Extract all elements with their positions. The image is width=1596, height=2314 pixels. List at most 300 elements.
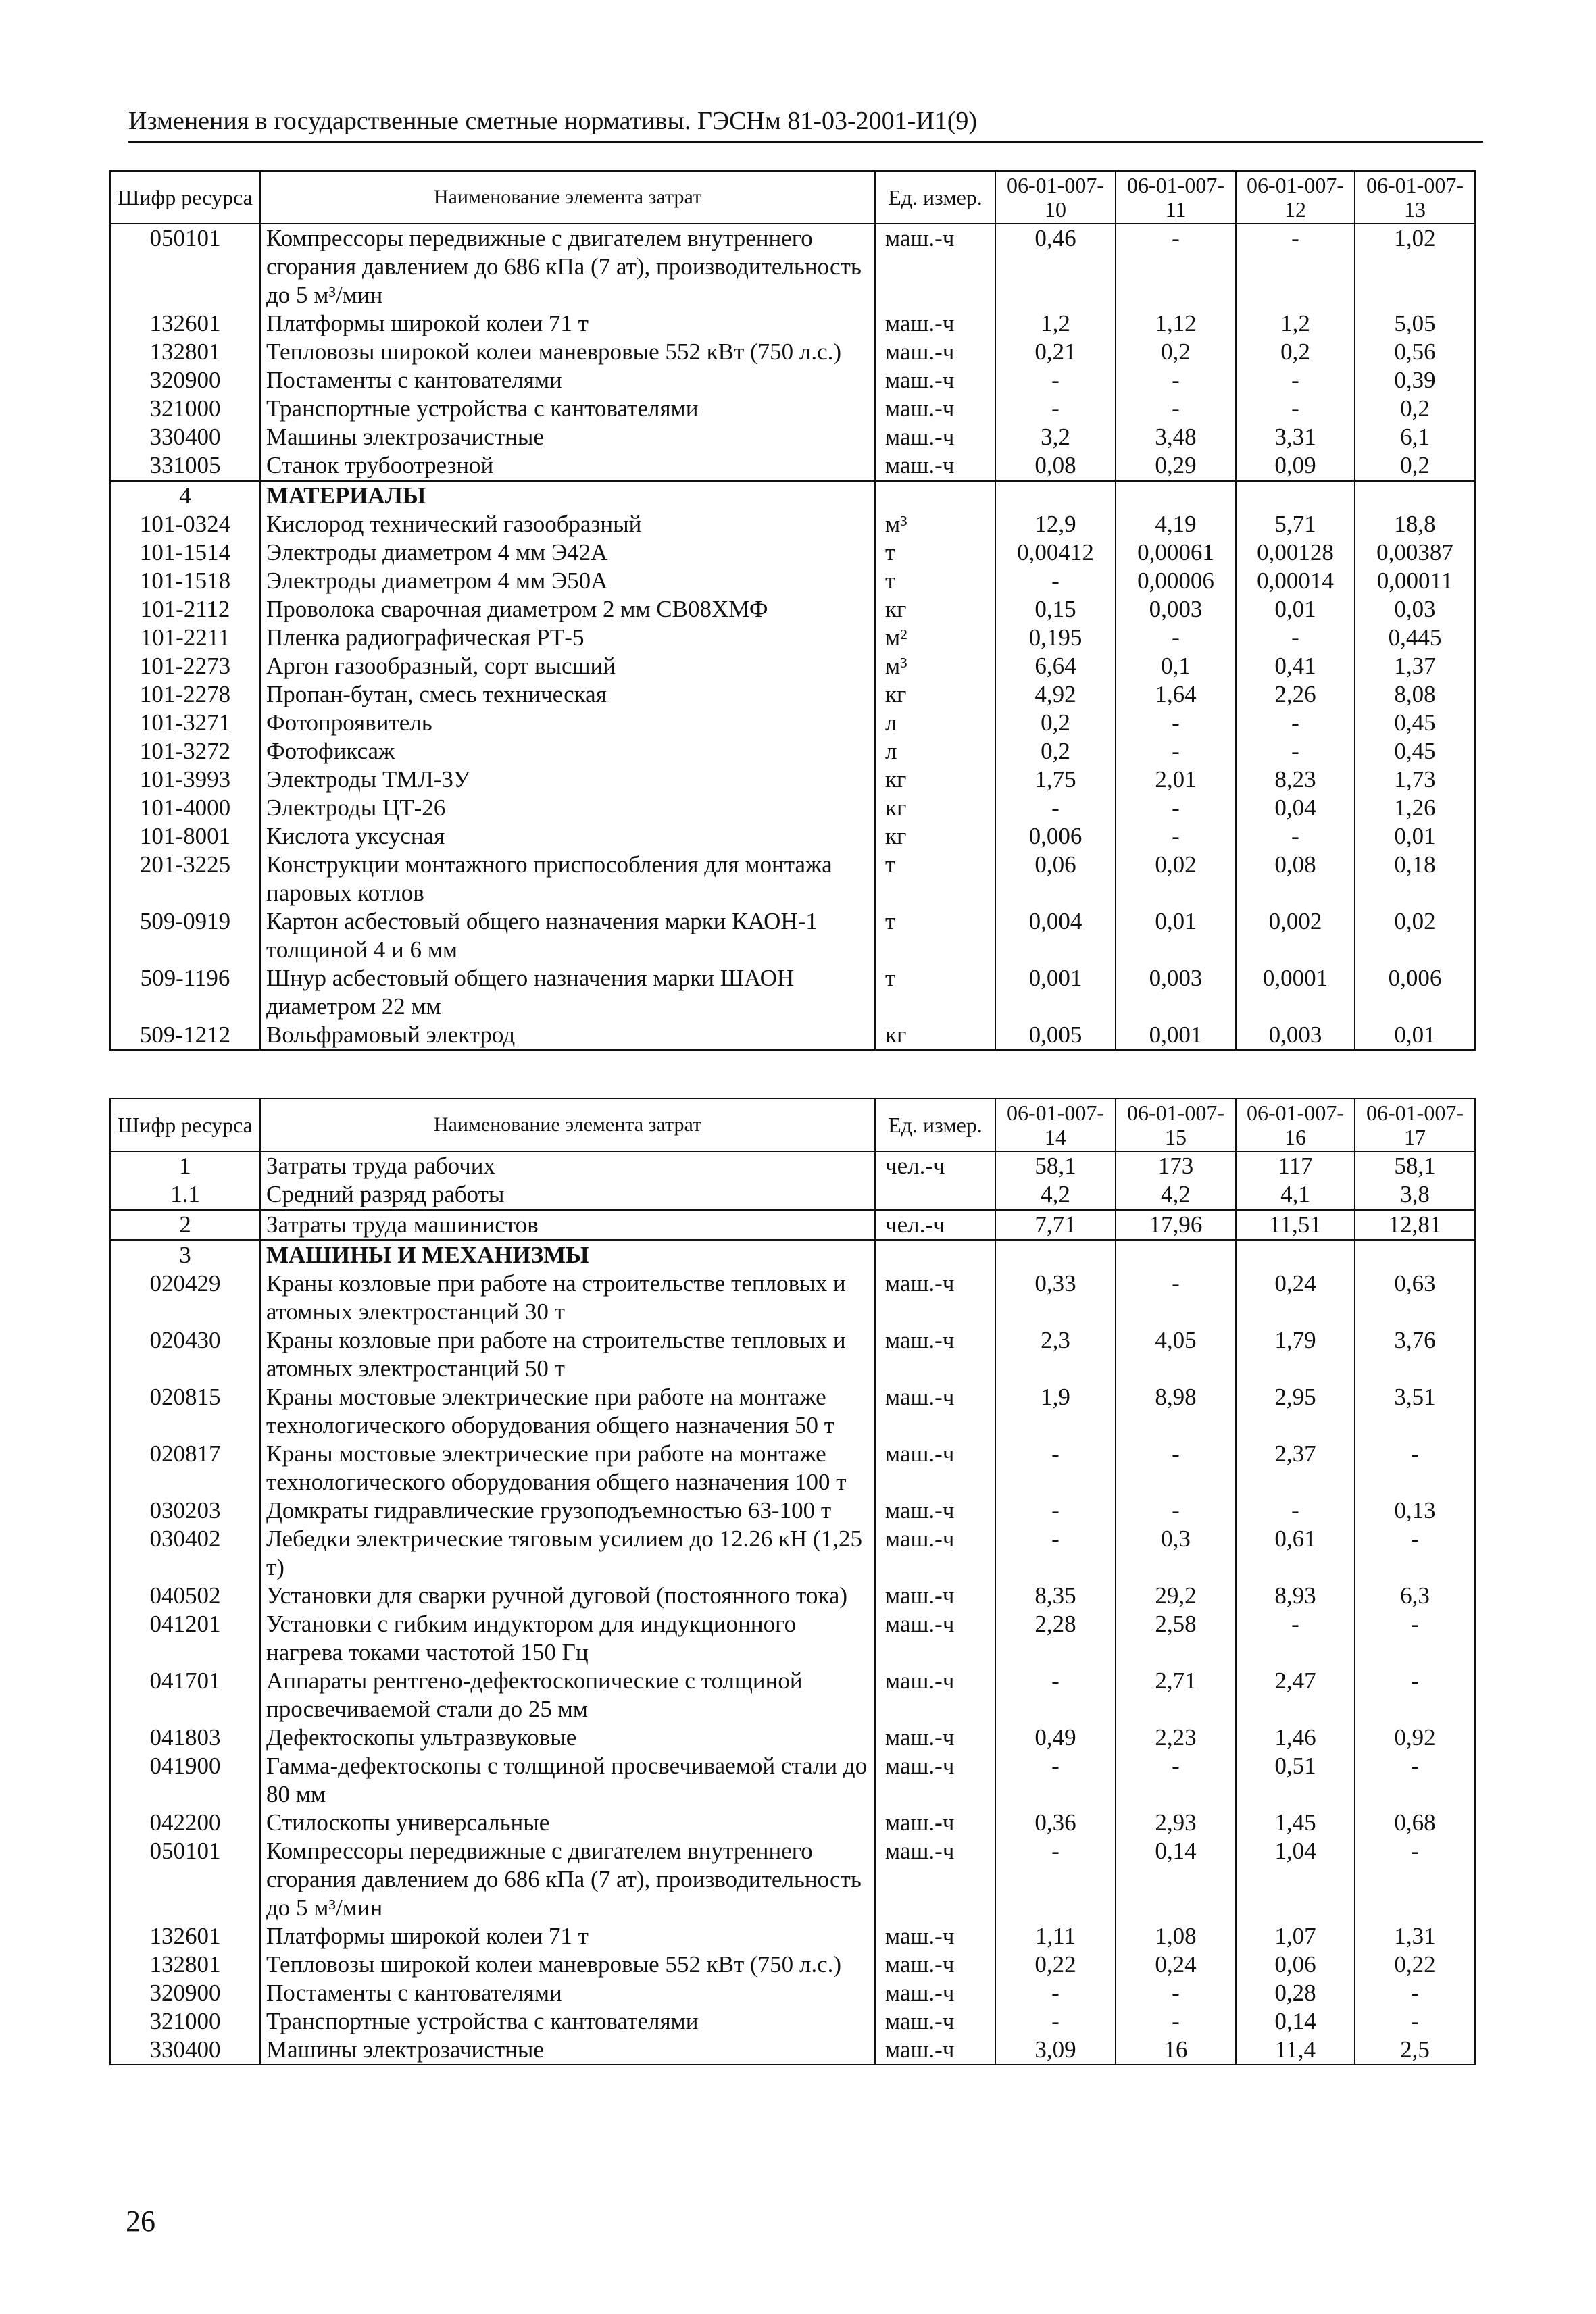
value-col-4: 0,2	[1355, 451, 1475, 481]
table-row	[110, 851, 1475, 907]
cost-element-name: МАШИНЫ И МЕХАНИЗМЫ	[260, 1240, 875, 1270]
unit-of-measure: маш.-ч	[875, 1667, 995, 1724]
value-col-1: 58,1	[995, 1151, 1116, 1180]
table-row	[110, 338, 1475, 366]
table-row	[110, 1809, 1475, 1837]
document-header: Изменения в государственные сметные нормативы. ГЭСНм 81-03-2001-И1(9)	[128, 101, 1483, 143]
table-row	[110, 423, 1475, 451]
cost-element-name: Тепловозы широкой колеи маневровые 552 кВт (750 л.с.)	[260, 1951, 875, 1979]
table-row	[110, 765, 1475, 794]
cost-element-name: МАТЕРИАЛЫ	[260, 481, 875, 511]
resource-code: 132601	[110, 309, 260, 338]
cost-element-name: Электроды диаметром 4 мм Э50А	[260, 567, 875, 595]
unit-of-measure: маш.-ч	[875, 1837, 995, 1922]
cost-element-name: Платформы широкой колеи 71 т	[260, 1922, 875, 1951]
unit-of-measure: м²	[875, 624, 995, 652]
section-row	[110, 1240, 1475, 1270]
value-col-3: 0,00014	[1236, 567, 1355, 595]
value-col-3: 2,37	[1236, 1440, 1355, 1496]
table-row	[110, 1525, 1475, 1582]
resource-code: 101-2211	[110, 624, 260, 652]
value-col-4: 0,68	[1355, 1809, 1475, 1837]
table-row	[110, 366, 1475, 395]
value-col-2: 0,001	[1116, 1021, 1236, 1050]
value-col-4: 0,2	[1355, 395, 1475, 423]
table-row	[110, 1837, 1475, 1922]
value-col-2: 0,3	[1116, 1525, 1236, 1582]
value-col-2: 4,05	[1116, 1326, 1236, 1383]
cost-element-name: Фотофиксаж	[260, 737, 875, 765]
unit-of-measure: т	[875, 964, 995, 1021]
table-header-row	[110, 1099, 1475, 1151]
value-col-3	[1236, 1240, 1355, 1270]
cost-element-name: Пропан-бутан, смесь техническая	[260, 680, 875, 709]
resource-code: 320900	[110, 366, 260, 395]
value-col-2: -	[1116, 737, 1236, 765]
value-col-2	[1116, 1240, 1236, 1270]
value-col-4: 8,08	[1355, 680, 1475, 709]
section-row	[110, 481, 1475, 511]
unit-of-measure: маш.-ч	[875, 1979, 995, 2007]
cost-element-name: Аргон газообразный, сорт высший	[260, 652, 875, 680]
cost-element-name: Картон асбестовый общего назначения марки КАОН-1 толщиной 4 и 6 мм	[260, 907, 875, 964]
value-col-4: -	[1355, 1525, 1475, 1582]
value-col-4	[1355, 481, 1475, 511]
value-col-1: 2,28	[995, 1610, 1116, 1667]
table-body-2	[110, 1151, 1475, 2065]
value-col-2: 29,2	[1116, 1582, 1236, 1610]
unit-of-measure: маш.-ч	[875, 1610, 995, 1667]
value-col-3: 0,003	[1236, 1021, 1355, 1050]
resource-code: 132801	[110, 1951, 260, 1979]
cost-element-name: Кислота уксусная	[260, 822, 875, 851]
value-col-2: 2,23	[1116, 1724, 1236, 1752]
resource-code: 050101	[110, 224, 260, 309]
value-col-1: 0,2	[995, 709, 1116, 737]
value-col-1: 1,11	[995, 1922, 1116, 1951]
value-col-4: 0,006	[1355, 964, 1475, 1021]
resource-code: 101-4000	[110, 794, 260, 822]
cost-element-name: Средний разряд работы	[260, 1180, 875, 1210]
value-col-3: 1,79	[1236, 1326, 1355, 1383]
cost-element-name: Электроды диаметром 4 мм Э42А	[260, 538, 875, 567]
value-col-4: 18,8	[1355, 510, 1475, 538]
value-col-4: 0,03	[1355, 595, 1475, 624]
unit-of-measure: кг	[875, 680, 995, 709]
value-col-1: 1,2	[995, 309, 1116, 338]
value-col-4: 1,26	[1355, 794, 1475, 822]
unit-of-measure: маш.-ч	[875, 1724, 995, 1752]
unit-of-measure: маш.-ч	[875, 1525, 995, 1582]
value-col-2: 0,00006	[1116, 567, 1236, 595]
value-col-3: -	[1236, 224, 1355, 309]
value-col-3: -	[1236, 822, 1355, 851]
value-col-1: 0,004	[995, 907, 1116, 964]
value-col-4: 6,1	[1355, 423, 1475, 451]
unit-of-measure: маш.-ч	[875, 1809, 995, 1837]
value-col-1: 0,46	[995, 224, 1116, 309]
value-col-4: 0,00011	[1355, 567, 1475, 595]
value-col-4: 6,3	[1355, 1582, 1475, 1610]
value-col-2: 0,24	[1116, 1951, 1236, 1979]
unit-of-measure	[875, 1240, 995, 1270]
unit-of-measure: м³	[875, 510, 995, 538]
value-col-2: 2,71	[1116, 1667, 1236, 1724]
value-col-2: 0,003	[1116, 964, 1236, 1021]
value-col-2: -	[1116, 709, 1236, 737]
table-row	[110, 538, 1475, 567]
resource-code: 101-8001	[110, 822, 260, 851]
value-col-1: 0,001	[995, 964, 1116, 1021]
cost-element-name: Лебедки электрические тяговым усилием до 12.26 кН (1,25 т)	[260, 1525, 875, 1582]
value-col-1: -	[995, 567, 1116, 595]
unit-of-measure: маш.-ч	[875, 1752, 995, 1809]
header-code: Шифр ресурса	[110, 171, 260, 224]
value-col-3: 0,01	[1236, 595, 1355, 624]
table-row	[110, 1021, 1475, 1050]
value-col-1: 8,35	[995, 1582, 1116, 1610]
value-col-1: -	[995, 1752, 1116, 1809]
resource-code: 050101	[110, 1837, 260, 1922]
header-code: Шифр ресурса	[110, 1099, 260, 1151]
unit-of-measure: маш.-ч	[875, 2036, 995, 2065]
value-col-4: 1,73	[1355, 765, 1475, 794]
value-col-1: -	[995, 794, 1116, 822]
unit-of-measure: л	[875, 709, 995, 737]
value-col-1: 2,3	[995, 1326, 1116, 1383]
table-row	[110, 680, 1475, 709]
table-row	[110, 1210, 1475, 1240]
cost-element-name: Электроды ЦТ-26	[260, 794, 875, 822]
table-row	[110, 964, 1475, 1021]
resource-code: 320900	[110, 1979, 260, 2007]
value-col-1: -	[995, 1837, 1116, 1922]
resource-code: 041201	[110, 1610, 260, 1667]
value-col-2: 4,2	[1116, 1180, 1236, 1210]
resource-code: 330400	[110, 2036, 260, 2065]
unit-of-measure: маш.-ч	[875, 451, 995, 481]
unit-of-measure: маш.-ч	[875, 1269, 995, 1326]
resource-code: 030203	[110, 1496, 260, 1525]
table-row	[110, 1610, 1475, 1667]
unit-of-measure: маш.-ч	[875, 1951, 995, 1979]
table-row	[110, 652, 1475, 680]
cost-element-name: Кислород технический газообразный	[260, 510, 875, 538]
unit-of-measure: маш.-ч	[875, 1326, 995, 1383]
table-row	[110, 1951, 1475, 1979]
value-col-2: 0,1	[1116, 652, 1236, 680]
table-row	[110, 1724, 1475, 1752]
value-col-2: 0,01	[1116, 907, 1236, 964]
header-col-1: 06-01-007-14	[995, 1099, 1116, 1151]
value-col-2: -	[1116, 624, 1236, 652]
value-col-4: 0,92	[1355, 1724, 1475, 1752]
unit-of-measure: чел.-ч	[875, 1151, 995, 1180]
value-col-4: -	[1355, 1667, 1475, 1724]
resource-code: 101-0324	[110, 510, 260, 538]
header-unit: Ед. измер.	[875, 1099, 995, 1151]
value-col-2: 0,00061	[1116, 538, 1236, 567]
value-col-3: 0,00128	[1236, 538, 1355, 567]
table-row	[110, 1326, 1475, 1383]
table-row	[110, 1180, 1475, 1210]
value-col-2: -	[1116, 1979, 1236, 2007]
resource-code: 2	[110, 1210, 260, 1240]
value-col-3: 1,45	[1236, 1809, 1355, 1837]
value-col-3: 1,46	[1236, 1724, 1355, 1752]
unit-of-measure	[875, 481, 995, 511]
unit-of-measure: маш.-ч	[875, 338, 995, 366]
cost-element-name: Машины электрозачистные	[260, 2036, 875, 2065]
value-col-1: 12,9	[995, 510, 1116, 538]
cost-element-name: Транспортные устройства с кантователями	[260, 2007, 875, 2036]
resource-code: 101-3271	[110, 709, 260, 737]
value-col-1: 4,92	[995, 680, 1116, 709]
value-col-1: 0,006	[995, 822, 1116, 851]
value-col-2: 3,48	[1116, 423, 1236, 451]
value-col-3: -	[1236, 366, 1355, 395]
value-col-1: -	[995, 2007, 1116, 2036]
table-row	[110, 510, 1475, 538]
value-col-3: 0,28	[1236, 1979, 1355, 2007]
value-col-3: 0,14	[1236, 2007, 1355, 2036]
unit-of-measure: кг	[875, 765, 995, 794]
value-col-1	[995, 1240, 1116, 1270]
resource-table-2	[109, 1098, 1476, 2065]
value-col-2: 16	[1116, 2036, 1236, 2065]
value-col-3: -	[1236, 1610, 1355, 1667]
value-col-2: 17,96	[1116, 1210, 1236, 1240]
cost-element-name: Машины электрозачистные	[260, 423, 875, 451]
value-col-1: 0,36	[995, 1809, 1116, 1837]
resource-code: 020429	[110, 1269, 260, 1326]
cost-element-name: Стилоскопы универсальные	[260, 1809, 875, 1837]
cost-element-name: Краны козловые при работе на строительстве тепловых и атомных электростанций 30 т	[260, 1269, 875, 1326]
table-row	[110, 907, 1475, 964]
cost-element-name: Аппараты рентгено-дефектоскопические с толщиной просвечиваемой стали до 25 мм	[260, 1667, 875, 1724]
value-col-1: 3,2	[995, 423, 1116, 451]
unit-of-measure: маш.-ч	[875, 2007, 995, 2036]
value-col-3: 0,09	[1236, 451, 1355, 481]
value-col-3: 0,0001	[1236, 964, 1355, 1021]
value-col-1: 0,22	[995, 1951, 1116, 1979]
value-col-1: -	[995, 1979, 1116, 2007]
cost-element-name: Тепловозы широкой колеи маневровые 552 кВт (750 л.с.)	[260, 338, 875, 366]
cost-element-name: Установки для сварки ручной дуговой (постоянного тока)	[260, 1582, 875, 1610]
cost-element-name: Вольфрамовый электрод	[260, 1021, 875, 1050]
value-col-2: -	[1116, 794, 1236, 822]
table-row	[110, 2036, 1475, 2065]
cost-element-name: Гамма-дефектоскопы с толщиной просвечиваемой стали до 80 мм	[260, 1752, 875, 1809]
value-col-3: 2,26	[1236, 680, 1355, 709]
value-col-3: 0,06	[1236, 1951, 1355, 1979]
cost-element-name: Затраты труда машинистов	[260, 1210, 875, 1240]
cost-element-name: Шнур асбестовый общего назначения марки ШАОН диаметром 22 мм	[260, 964, 875, 1021]
value-col-3: 2,95	[1236, 1383, 1355, 1440]
value-col-2: 2,93	[1116, 1809, 1236, 1837]
table-row	[110, 1667, 1475, 1724]
value-col-1: 0,33	[995, 1269, 1116, 1326]
unit-of-measure: маш.-ч	[875, 1383, 995, 1440]
value-col-1: 0,005	[995, 1021, 1116, 1050]
table-row	[110, 737, 1475, 765]
unit-of-measure: маш.-ч	[875, 395, 995, 423]
value-col-4: 0,01	[1355, 822, 1475, 851]
cost-element-name: Затраты труда рабочих	[260, 1151, 875, 1180]
value-col-1: 0,08	[995, 451, 1116, 481]
value-col-4: -	[1355, 1610, 1475, 1667]
value-col-2: -	[1116, 1440, 1236, 1496]
unit-of-measure: чел.-ч	[875, 1210, 995, 1240]
cost-element-name: Платформы широкой колеи 71 т	[260, 309, 875, 338]
unit-of-measure: кг	[875, 1021, 995, 1050]
value-col-2: 8,98	[1116, 1383, 1236, 1440]
value-col-4: 12,81	[1355, 1210, 1475, 1240]
value-col-4: 1,31	[1355, 1922, 1475, 1951]
resource-code: 041900	[110, 1752, 260, 1809]
unit-of-measure: л	[875, 737, 995, 765]
value-col-3: 11,51	[1236, 1210, 1355, 1240]
resource-code: 101-3993	[110, 765, 260, 794]
value-col-2: 1,12	[1116, 309, 1236, 338]
value-col-1: 1,9	[995, 1383, 1116, 1440]
table-body-1	[110, 224, 1475, 1050]
value-col-1: 0,49	[995, 1724, 1116, 1752]
value-col-4: 0,01	[1355, 1021, 1475, 1050]
value-col-2: 0,14	[1116, 1837, 1236, 1922]
header-col-1: 06-01-007-10	[995, 171, 1116, 224]
value-col-1: 0,2	[995, 737, 1116, 765]
resource-code: 101-2112	[110, 595, 260, 624]
header-col-2: 06-01-007-11	[1116, 171, 1236, 224]
value-col-1: 0,15	[995, 595, 1116, 624]
cost-element-name: Дефектоскопы ультразвуковые	[260, 1724, 875, 1752]
table-row	[110, 309, 1475, 338]
value-col-2: 4,19	[1116, 510, 1236, 538]
value-col-3: 1,2	[1236, 309, 1355, 338]
value-col-3: 3,31	[1236, 423, 1355, 451]
unit-of-measure: т	[875, 851, 995, 907]
header-col-2: 06-01-007-15	[1116, 1099, 1236, 1151]
resource-code: 101-1514	[110, 538, 260, 567]
table-row	[110, 395, 1475, 423]
table-row	[110, 224, 1475, 309]
resource-code: 040502	[110, 1582, 260, 1610]
value-col-1: -	[995, 366, 1116, 395]
header-name: Наименование элемента затрат	[260, 1099, 875, 1151]
value-col-4: 0,02	[1355, 907, 1475, 964]
value-col-3: 4,1	[1236, 1180, 1355, 1210]
table-row	[110, 1922, 1475, 1951]
resource-code: 3	[110, 1240, 260, 1270]
header-col-3: 06-01-007-16	[1236, 1099, 1355, 1151]
table-row	[110, 567, 1475, 595]
cost-element-name: Домкраты гидравлические грузоподъемностью 63-100 т	[260, 1496, 875, 1525]
value-col-4: 2,5	[1355, 2036, 1475, 2065]
unit-of-measure: маш.-ч	[875, 1922, 995, 1951]
table-row	[110, 822, 1475, 851]
table-row	[110, 2007, 1475, 2036]
value-col-1: 1,75	[995, 765, 1116, 794]
table-header-row	[110, 171, 1475, 224]
value-col-1: 0,195	[995, 624, 1116, 652]
unit-of-measure: кг	[875, 822, 995, 851]
cost-element-name: Проволока сварочная диаметром 2 мм СВ08ХМФ	[260, 595, 875, 624]
unit-of-measure	[875, 1180, 995, 1210]
value-col-1: -	[995, 1667, 1116, 1724]
header-col-3: 06-01-007-12	[1236, 171, 1355, 224]
table-row	[110, 451, 1475, 481]
value-col-3: 5,71	[1236, 510, 1355, 538]
resource-code: 020817	[110, 1440, 260, 1496]
value-col-3: -	[1236, 395, 1355, 423]
unit-of-measure: т	[875, 907, 995, 964]
resource-code: 4	[110, 481, 260, 511]
cost-element-name: Постаменты с кантователями	[260, 366, 875, 395]
value-col-4: 0,56	[1355, 338, 1475, 366]
value-col-3: 1,07	[1236, 1922, 1355, 1951]
value-col-4: 0,45	[1355, 737, 1475, 765]
value-col-4: 0,63	[1355, 1269, 1475, 1326]
cost-element-name: Краны козловые при работе на строительстве тепловых и атомных электростанций 50 т	[260, 1326, 875, 1383]
unit-of-measure: т	[875, 538, 995, 567]
value-col-3: -	[1236, 737, 1355, 765]
unit-of-measure: маш.-ч	[875, 366, 995, 395]
value-col-3: -	[1236, 1496, 1355, 1525]
resource-code: 321000	[110, 2007, 260, 2036]
resource-code: 321000	[110, 395, 260, 423]
value-col-2: -	[1116, 1496, 1236, 1525]
value-col-4: 0,39	[1355, 366, 1475, 395]
value-col-3: 0,41	[1236, 652, 1355, 680]
value-col-2: 2,58	[1116, 1610, 1236, 1667]
unit-of-measure: т	[875, 567, 995, 595]
resource-code: 020430	[110, 1326, 260, 1383]
value-col-4: -	[1355, 1440, 1475, 1496]
value-col-2: -	[1116, 366, 1236, 395]
cost-element-name: Пленка радиографическая РТ-5	[260, 624, 875, 652]
resource-code: 509-0919	[110, 907, 260, 964]
value-col-3: 0,61	[1236, 1525, 1355, 1582]
value-col-3: 11,4	[1236, 2036, 1355, 2065]
value-col-1	[995, 481, 1116, 511]
unit-of-measure: маш.-ч	[875, 309, 995, 338]
value-col-3: 1,04	[1236, 1837, 1355, 1922]
value-col-3: 8,23	[1236, 765, 1355, 794]
value-col-1: 0,00412	[995, 538, 1116, 567]
value-col-4	[1355, 1240, 1475, 1270]
resource-code: 1	[110, 1151, 260, 1180]
value-col-4: 0,22	[1355, 1951, 1475, 1979]
value-col-1: 7,71	[995, 1210, 1116, 1240]
value-col-2	[1116, 481, 1236, 511]
header-col-4: 06-01-007-13	[1355, 171, 1475, 224]
value-col-4: 3,8	[1355, 1180, 1475, 1210]
value-col-3: 0,51	[1236, 1752, 1355, 1809]
value-col-2: -	[1116, 1269, 1236, 1326]
cost-element-name: Электроды ТМЛ-3У	[260, 765, 875, 794]
value-col-2: -	[1116, 224, 1236, 309]
table-row	[110, 1440, 1475, 1496]
value-col-2: -	[1116, 822, 1236, 851]
value-col-3: 2,47	[1236, 1667, 1355, 1724]
resource-code: 132601	[110, 1922, 260, 1951]
header-name: Наименование элемента затрат	[260, 171, 875, 224]
value-col-2: -	[1116, 2007, 1236, 2036]
resource-code: 509-1212	[110, 1021, 260, 1050]
value-col-1: -	[995, 1525, 1116, 1582]
value-col-1: 6,64	[995, 652, 1116, 680]
